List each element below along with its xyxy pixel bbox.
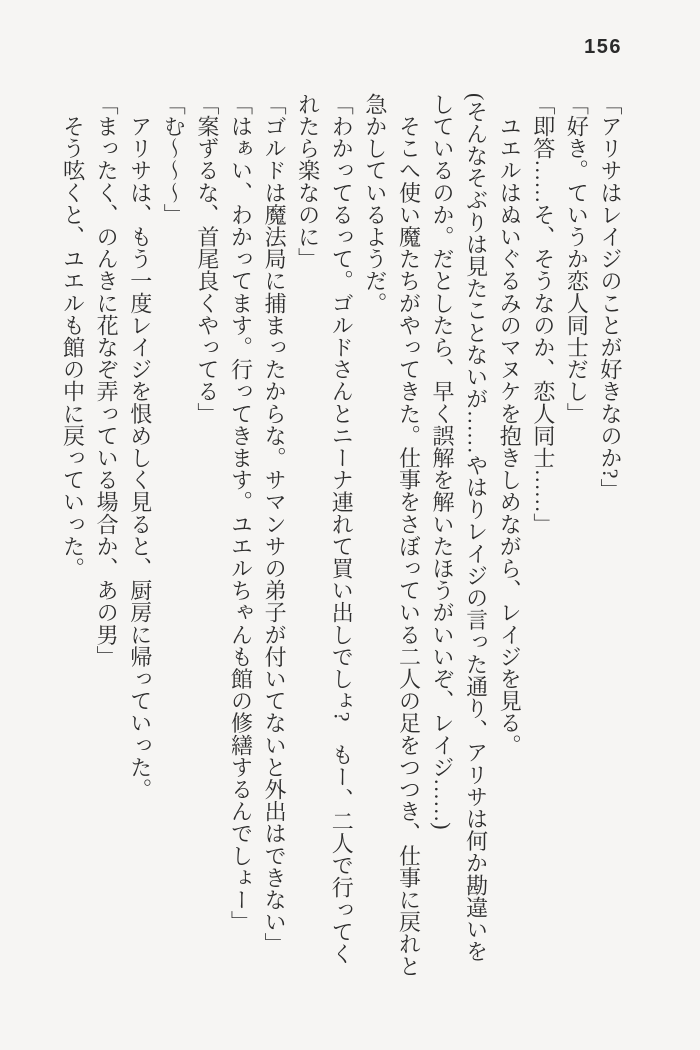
text-line: 「案ずるな、首尾良くやってる」 [194, 93, 220, 425]
text-line: しているのか。だとしたら、早く誤解を解いたほうがいいぞ、レイジ……) [430, 93, 456, 830]
text-line: 「はぁい、わかってます。行ってきます。ユエルちゃんも館の修繕するんでしょー」 [228, 93, 254, 933]
text-line: (そんなそぶりは見たことないが……やはりレイジの言った通り、アリサは何か勘違いを [463, 93, 489, 963]
text-line: そう呟くと、ユエルも館の中に戻っていった。 [60, 93, 86, 580]
page-number: 156 [584, 36, 622, 58]
text-line: 「わかってるって。ゴルドさんとニーナ連れて買い出しでしょ? もー、二人で行ってく [329, 93, 355, 965]
text-line: アリサは、もう一度レイジを恨めしく見ると、厨房に帰っていった。 [127, 93, 153, 801]
text-block [55, 93, 627, 993]
text-line: 「アリサはレイジのことが好きなのか?」 [598, 93, 623, 501]
text-line: れたら楽なのに」 [295, 93, 321, 270]
text-line: 急かしているようだ。 [362, 93, 388, 314]
text-line: 「まったく、のんきに花なぞ弄っている場合か、あの男」 [94, 93, 120, 668]
text-line: 「好き。ていうか恋人同士だし」 [564, 93, 590, 425]
text-line: 「む〜〜〜」 [161, 93, 187, 226]
text-line: そこへ使い魔たちがやってきた。仕事をさぼっている二人の足をつつき、仕事に戻れと [396, 93, 422, 977]
text-line: 「即答……そ、そうなのか、恋人同士……」 [530, 93, 556, 535]
text-line: 「ゴルドは魔法局に捕まったからな。サマンサの弟子が付いてないと外出はできない」 [262, 93, 288, 955]
text-line: ユエルはぬいぐるみのマヌケを抱きしめながら、レイジを見る。 [497, 93, 523, 756]
